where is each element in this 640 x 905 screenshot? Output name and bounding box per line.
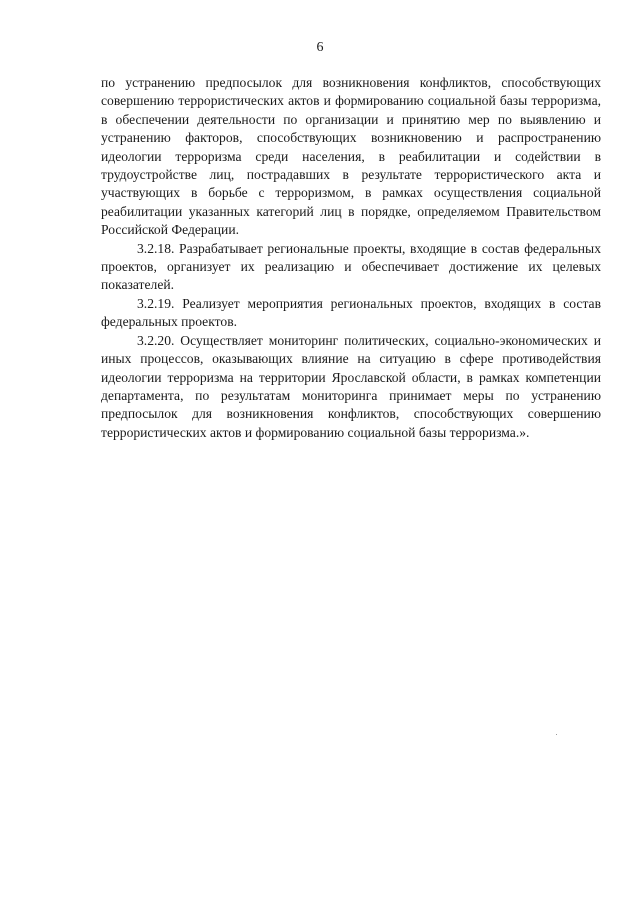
- paragraph-continuation: по устранению предпосылок для возникновения конфликтов, способствующих совершению террористических актов и формированию социальной базы терроризма, в обеспечении деятельности по организации и принятию мер по выявлению и устранению факторов, способствующих возникновению и распространению идеологии терроризма среди населения, в реабилитации и содействии в трудоустройстве лиц, пострадавших в результате террористического акта и участвующих в борьбе с терроризмом, в рамках осуществления социальной реабилитации указанных категорий лиц в порядке, определяемом Правительством Российской Федерации.: [101, 75, 601, 238]
- document-body: [101, 74, 601, 442]
- page-number: 6: [316, 40, 324, 55]
- paragraph-3-2-19: 3.2.19. Реализует мероприятия региональных проектов, входящих в состав федеральных проектов.: [101, 295, 601, 330]
- paragraph-3-2-20: 3.2.20. Осуществляет мониторинг политических, социально-экономических и иных процессов, оказывающих влияние на ситуацию в сфере противодействия идеологии терроризма на территории Ярославской области, в рамках компетенции департамента, по результатам мониторинга принимает меры по устранению предпосылок для возникновения конфликтов, способствующих совершению террористических актов и формированию социальной базы терроризма.».: [101, 332, 601, 440]
- scan-speck: [556, 734, 557, 735]
- paragraph-3-2-18: 3.2.18. Разрабатывает региональные проекты, входящие в состав федеральных проектов, организует их реализацию и обеспечивает достижение их целевых показателей.: [101, 240, 601, 293]
